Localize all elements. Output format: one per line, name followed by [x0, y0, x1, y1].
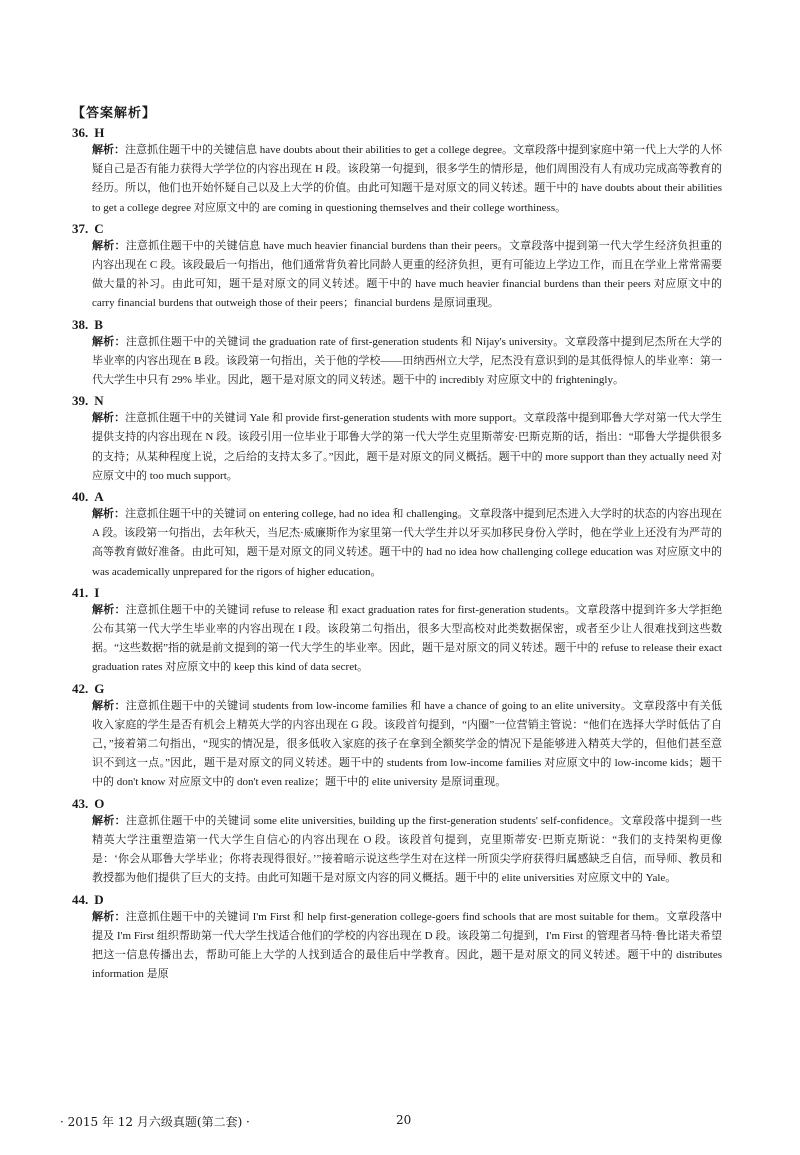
explanation: [92, 812, 722, 889]
answer-item-40: [72, 489, 722, 582]
explanation-text: 注意抓住题干中的关键词 students from low-income families 和 have a chance of going to an elite university。文章段落中有关低收入家庭的学生是否有机会上精英大学的内容出现在 G 段。该段首句提到，“内圈”一位营销主管说：“他们在选择大学时低估了自己，”接着第二句指出，“现实的情况是，很多低收入家庭的孩子在拿到全额奖学金的情况下是能够进入精英大学的，但他们甚至意识不到这一点。”因此，题干是对原文的同义转述。题干中的 students from low-income families 对应原文中的 low-income kids；题干中的 don't know 对应原文中的 don't even realize；题干中的 elite university 是原词重现。: [92, 699, 723, 789]
explanation: [92, 237, 722, 314]
explanation-text: 注意抓住题干中的关键词 some elite universities, building up the first-generation students' self-confidence。文章段落中提到一些精英大学注重塑造第一代大学生自信心的内容出现在 O 段。该段首句提到，克里斯蒂安·巴斯克斯说：“我们的支持架构更像是：‘你会从耶鲁大学毕业；你将表现得很好。’”接着暗示说这些学生对在这样一所顶尖学府获得归属感缺乏自信，而导师、教员和教授都为他们提供了巨大的支持。由此可知题干是对原文内容的同义概括。题干中的 elite universities 对应原文中的 Yale。: [92, 814, 723, 885]
question-heading: [72, 796, 722, 812]
question-heading: [72, 681, 722, 697]
question-heading: [72, 221, 722, 237]
explanation: [92, 908, 722, 985]
question-number: 38.: [72, 316, 89, 332]
answer-analysis-section: [72, 102, 723, 984]
explanation: [92, 697, 722, 793]
answer-item-43: [72, 795, 723, 889]
explanation-label: 解析：: [92, 814, 126, 827]
answer-letter: C: [94, 220, 104, 236]
question-heading: [72, 393, 722, 409]
question-heading: [72, 317, 722, 333]
answer-item-39: [72, 393, 722, 486]
answer-letter: O: [94, 795, 105, 811]
question-number: 43.: [72, 795, 89, 811]
explanation: [92, 141, 722, 218]
explanation-text: 注意抓住题干中的关键词 refuse to release 和 exact graduation rates for first-generation students。文章段落中提到许多大学拒绝公布其第一代大学生毕业率的内容出现在 I 段。该段第二句指出，很多大型高校对此类数据保密，或者至少让人很难找到这些数据。“这些数据”指的就是前文提到的第一代大学生的毕业率。因此，题干是对原文的同义转述。题干中的 refuse to release their exact graduation rates 对应原文中的 keep this kind of data secret。: [92, 603, 723, 674]
question-heading: [72, 489, 722, 505]
question-heading: [72, 892, 722, 908]
section-header: 【答案解析】: [72, 106, 157, 121]
answer-letter: N: [94, 393, 104, 409]
answer-item-37: [72, 220, 722, 314]
question-number: 37.: [72, 220, 89, 236]
explanation-text: 注意抓住题干中的关键词 the graduation rate of first-generation students 和 Nijay's university。文章段落中提到尼杰所在大学的毕业率的内容出现在 B 段。该段第一句指出，关于他的学校——田纳西州立大学，尼杰没有意识到的是其低得惊人的毕业率：第一代大学生中只有 29% 毕业。因此，题干是对原文的同义转述。题干中的 incredibly 对应原文中的 frighteningly。: [92, 335, 722, 387]
answer-letter: H: [94, 125, 105, 140]
exam-title-footer: · 2015 年 12 月六级真题(第二套) ·: [60, 1115, 250, 1129]
explanation-label: 解析：: [92, 910, 126, 923]
explanation-label: 解析：: [92, 508, 126, 521]
explanation-text: 注意抓住题干中的关键词 on entering college, had no idea 和 challenging。文章段落中提到尼杰进入大学时的状态的内容出现在 A 段。该段第一句指出，去年秋天，当尼杰·威廉斯作为家里第一代大学生并以牙买加移民身份入学时，他在学业上还没有为严苛的高等教育做好准备。由此可知，题干是对原文的同义转述。题干中的 had no idea how challenging college education was 对应原文中的 was academically unprepared for the rigors of higher education。: [92, 508, 722, 578]
question-heading: [72, 125, 722, 141]
question-number: 39.: [72, 393, 89, 409]
answer-letter: B: [94, 316, 103, 332]
question-number: 42.: [72, 680, 89, 696]
question-number: 41.: [72, 584, 89, 600]
answer-letter: A: [94, 489, 104, 505]
explanation-text: 注意抓住题干中的关键信息 have much heavier financial burdens than their peers。文章段落中提到第一代大学生经济负担重的内容出现在 C 段。该段最后一句指出，他们通常背负着比同龄人更重的经济负担，更有可能边上学边工作，而且在学业上常常需要做大量的补习。由此可知，题干是对原文的同义转述。题干中的 have much heavier financial burdens than their peers 对应原文中的 carry financial burdens that outweigh those of their peers；financial burdens 是原词重现。: [92, 239, 722, 310]
question-number: 44.: [72, 891, 89, 907]
explanation-label: 解析：: [92, 603, 126, 616]
answer-item-36: [72, 125, 723, 218]
explanation-label: 解析：: [92, 699, 126, 712]
answer-item-38: [72, 316, 722, 391]
question-number: 40.: [72, 489, 89, 505]
page-footer: [60, 1113, 740, 1129]
page-number: 20: [396, 1113, 412, 1127]
explanation: [92, 409, 722, 486]
explanation-text: 注意抓住题干中的关键信息 have doubts about their abilities to get a college degree。文章段落中提到家庭中第一代上大学的人怀疑自己是否有能力获得大学学位的内容出现在 H 段。该段第一句提到，很多学生的情形是，他们周围没有人有成功完成高等教育的经历。所以，他们也开始怀疑自己以及上大学的价值。由此可知题干是对原文的同义转述。题干中的 have doubts about their abilities to get a college degree 对应原文中的 are coming in questioning themselves and their college worthiness。: [92, 144, 723, 214]
answer-item-41: [72, 584, 723, 678]
answer-letter: G: [94, 680, 105, 696]
answer-item-44: [72, 891, 723, 985]
explanation-label: 解析：: [92, 239, 126, 252]
explanation-label: 解析：: [92, 335, 126, 348]
answer-letter: I: [94, 584, 100, 600]
answer-item-42: [72, 680, 723, 793]
explanation-text: 注意抓住题干中的关键词 Yale 和 provide first-generation students with more support。文章段落中提到耶鲁大学对第一代大学生提供支持的内容出现在 N 段。该段引用一位毕业于耶鲁大学的第一代大学生克里斯蒂安·巴斯克斯的话，指出：“耶鲁大学提供很多的支持；从某种程度上说，之后给的支持太多了。”因此，题干是对原文的同义概括。题干中的 more support than they actually need 对应原文中的 too much support。: [92, 412, 722, 482]
explanation-label: 解析：: [92, 412, 126, 425]
explanation: [92, 601, 722, 678]
explanation: [92, 333, 722, 391]
explanation-label: 解析：: [92, 144, 126, 156]
explanation: [92, 505, 722, 582]
question-number: 36.: [72, 125, 89, 140]
answer-letter: D: [94, 891, 104, 907]
question-heading: [72, 585, 722, 601]
explanation-text: 注意抓住题干中的关键词 I'm First 和 help first-generation college-goers find schools that are most suitable for them。文章段落中提及 I'm First 组织帮助第一代大学生找适合他们的学校的内容出现在 D 段。该段第二句提到，I'm First 的管理者马特·鲁比诺夫希望把这一信息传播出去，帮助可能上大学的人找到适合的最佳后中学教育。因此，题干是对原文的同义转述。题干中的 distributes information 是原: [92, 910, 723, 981]
